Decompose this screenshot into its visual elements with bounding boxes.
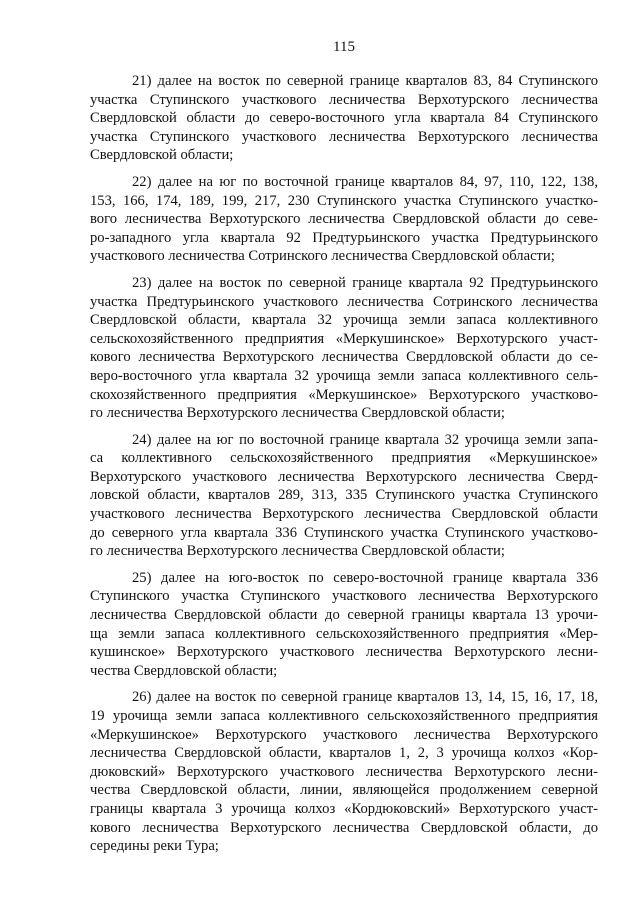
text-line: чества Свердловской области, линии, являющейся продолжением северной (90, 782, 598, 799)
text-line: са коллективного сельскохозяйственного предприятия «Меркушинское» (90, 450, 598, 467)
text-line: чества Свердловской области; (90, 662, 278, 679)
text-line: участка Предтурьинского участкового лесничества Сотринского лесничества (90, 293, 598, 310)
text-line: 153, 166, 174, 189, 199, 217, 230 Ступинского участка Ступинского участко- (90, 192, 598, 209)
text-line: середины реки Тура; (90, 838, 219, 855)
paragraph (90, 173, 598, 266)
text-line: 23) далее на восток по северной границе квартала 92 Предтурьинского (132, 274, 598, 291)
text-line: лесничества Свердловской области до северной границы квартала 13 урочи- (90, 607, 598, 624)
text-line: веро-восточного угла квартала 32 урочища земли запаса коллективного сель- (90, 367, 598, 384)
text-line: 25) далее на юго-восток по северо-восточной границе квартала 336 (132, 569, 598, 586)
text-line: 22) далее на юг по восточной границе кварталов 84, 97, 110, 122, 138, (132, 173, 598, 190)
text-line: участкового лесничества Верхотурского лесничества Свердловской области (90, 506, 598, 523)
text-line: сельскохозяйственного предприятия «Меркушинское» Верхотурского участ- (90, 330, 598, 347)
text-line: до северного угла квартала 336 Ступинского участка Ступинского участково- (90, 524, 598, 541)
text-line: 24) далее на юг по восточной границе квартала 32 урочища земли запа- (132, 431, 598, 448)
text-line: ро-западного угла квартала 92 Предтурьинского участка Предтурьинского (90, 229, 598, 246)
text-line: го лесничества Верхотурского лесничества Свердловской области; (90, 405, 505, 422)
text-line: Свердловской области, квартала 32 урочища земли запаса коллективного (90, 312, 598, 329)
text-line: кушинское» Верхотурского участкового лесничества Верхотурского лесни- (90, 644, 598, 661)
text-line: границы квартала 3 урочища колхоз «Кордюковский» Верхотурского участ- (90, 800, 598, 817)
document-body (90, 72, 598, 856)
text-line: лесничества Свердловской области, кварталов 1, 2, 3 урочища колхоз «Кор- (90, 745, 598, 762)
paragraph (90, 72, 598, 165)
text-line: ловской области, кварталов 289, 313, 335 Ступинского участка Ступинского (90, 487, 598, 504)
text-line: 21) далее на восток по северной границе кварталов 83, 84 Ступинского (132, 73, 598, 89)
paragraph (90, 274, 598, 423)
text-line: участка Ступинского участкового лесничества Верхотурского лесничества (90, 91, 598, 108)
text-line: дюковский» Верхотурского участкового лесничества Верхотурского лесни- (90, 763, 598, 780)
text-line: Свердловской области; (90, 147, 234, 164)
text-line: «Меркушинское» Верхотурского участкового лесничества Верхотурского (90, 726, 598, 743)
text-line: кового лесничества Верхотурского лесничества Свердловской области, до (90, 819, 598, 836)
text-line: Ступинского участка Ступинского участкового лесничества Верхотурского (90, 588, 598, 605)
paragraph (90, 569, 598, 681)
text-line: Свердловской области до северо-восточного угла квартала 84 Ступинского (90, 110, 598, 127)
page-number: 115 (333, 39, 355, 55)
paragraph (90, 431, 598, 561)
text-line: 26) далее на восток по северной границе кварталов 13, 14, 15, 16, 17, 18, (132, 689, 598, 706)
text-line: вого лесничества Верхотурского лесничества Свердловской области до севе- (90, 211, 598, 228)
text-line: участкового лесничества Сотринского лесничества Свердловской области; (90, 248, 555, 265)
text-line: Верхотурского участкового лесничества Верхотурского лесничества Сверд- (90, 468, 598, 485)
text-line: ща земли запаса коллективного сельскохозяйственного предприятия «Мер- (90, 625, 598, 642)
text-line: 19 урочища земли запаса коллективного сельскохозяйственного предприятия (90, 708, 598, 724)
text-line: го лесничества Верхотурского лесничества Свердловской области; (90, 543, 505, 560)
text-line: скохозяйственного предприятия «Меркушинское» Верхотурского участково- (90, 386, 598, 403)
text-line: кового лесничества Верхотурского лесничества Свердловской области до се- (90, 349, 598, 366)
paragraph (90, 688, 598, 855)
text-line: участка Ступинского участкового лесничества Верхотурского лесничества (90, 128, 598, 145)
